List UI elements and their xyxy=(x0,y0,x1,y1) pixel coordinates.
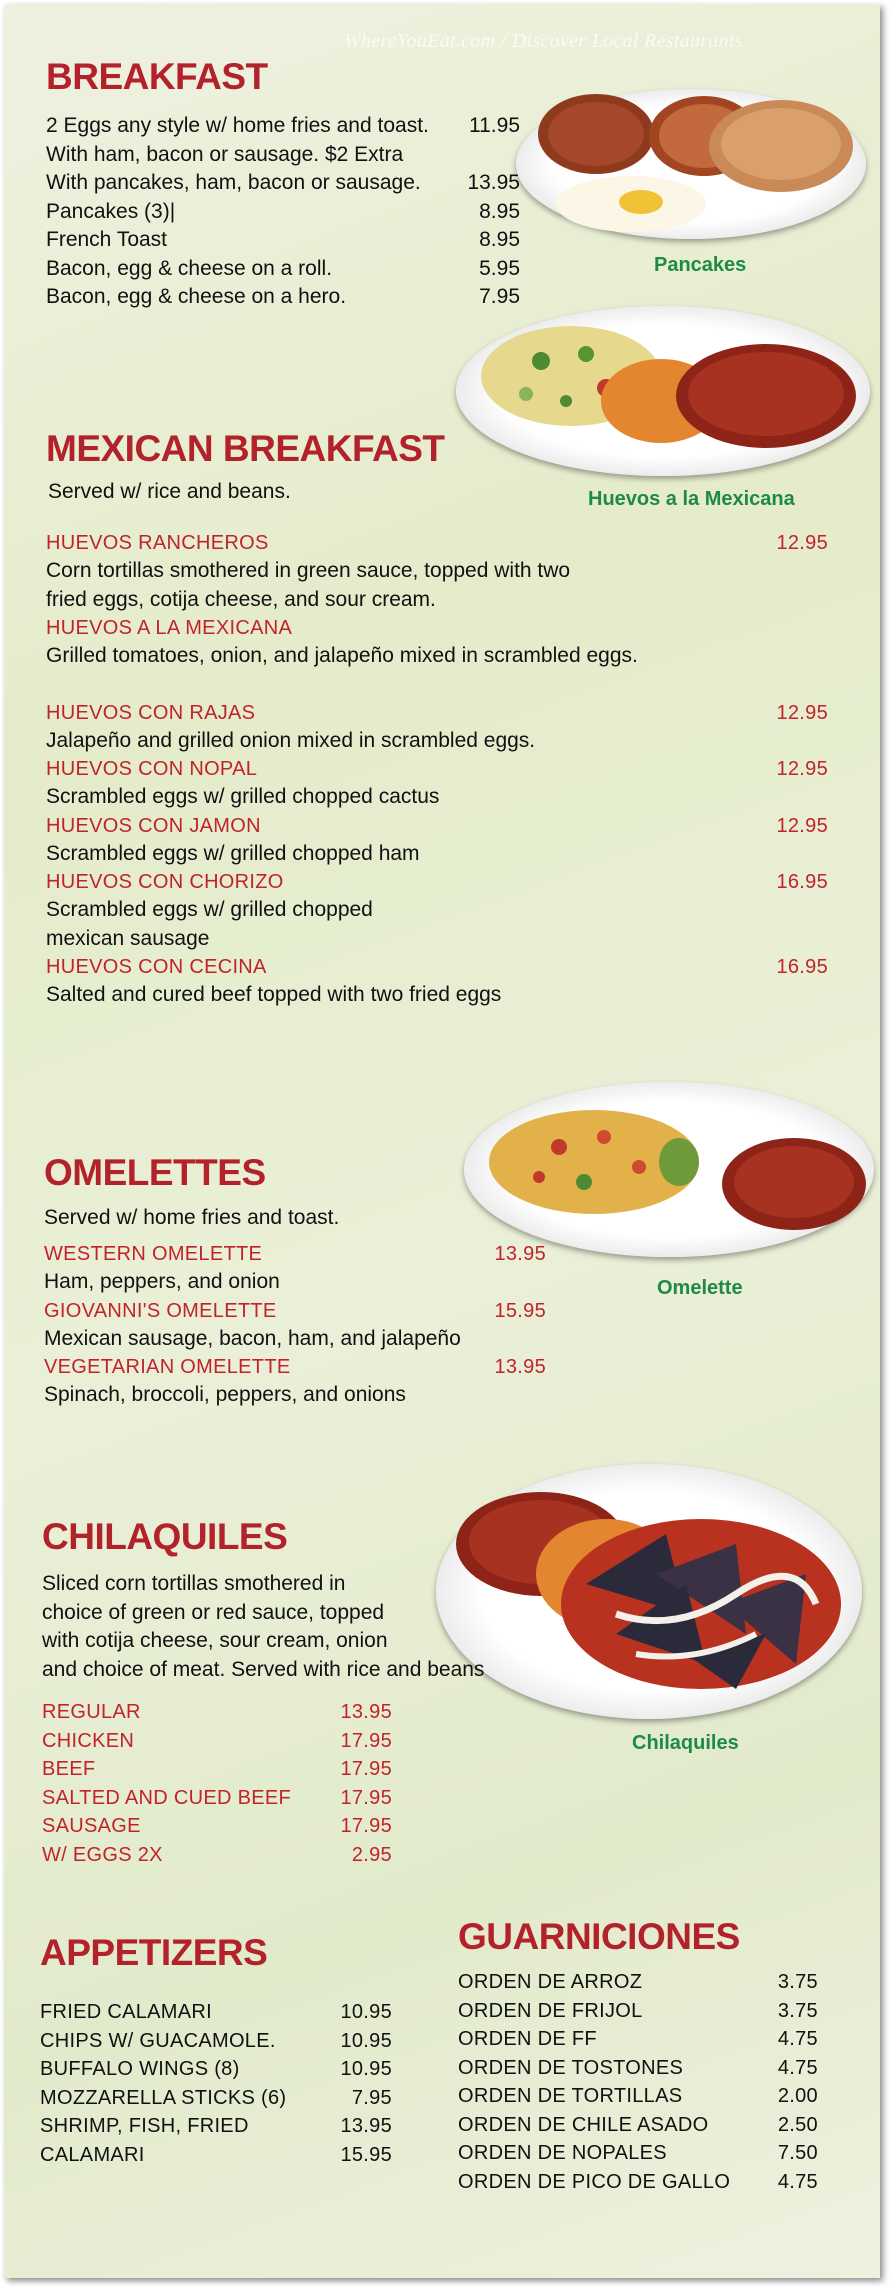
item-description: fried eggs, cotija cheese, and sour cream. xyxy=(46,587,436,611)
item-name: SALTED AND CUED BEEF xyxy=(42,1786,292,1809)
item-description: Spinach, broccoli, peppers, and onions xyxy=(44,1383,406,1406)
price-row xyxy=(42,1698,392,1727)
price-row xyxy=(458,2111,818,2140)
item-price: 13.95 xyxy=(340,1701,392,1723)
breakfast-item xyxy=(46,283,520,312)
chilaquiles-photo xyxy=(436,1464,862,1719)
item-name: ORDEN DE FF xyxy=(458,2028,597,2050)
description-line: with cotija cheese, sour cream, onion xyxy=(42,1629,388,1652)
item-name: GIOVANNI'S OMELETTE xyxy=(44,1299,277,1322)
price-row xyxy=(458,1968,818,1997)
item-price: 17.95 xyxy=(340,1758,392,1780)
item-price: 15.95 xyxy=(340,2143,392,2166)
description-line: choice of green or red sauce, topped xyxy=(42,1600,385,1624)
menu-item xyxy=(46,699,828,756)
item-name: ORDEN DE TOSTONES xyxy=(458,2056,684,2079)
menu-item xyxy=(46,614,828,671)
item-description: Ham, peppers, and onion xyxy=(44,1270,280,1293)
item-price: 7.95 xyxy=(479,285,520,308)
item-price: 17.95 xyxy=(340,1729,392,1752)
price-row xyxy=(458,2082,818,2111)
description-line: Sliced corn tortillas smothered in xyxy=(42,1572,346,1595)
item-name: ORDEN DE NOPALES xyxy=(458,2142,667,2164)
item-description: Scrambled eggs w/ grilled chopped xyxy=(46,898,373,921)
item-description: Mexican sausage, bacon, ham, and jalapeño xyxy=(44,1326,461,1350)
item-name: With ham, bacon or sausage. $2 Extra xyxy=(46,142,404,166)
item-name: HUEVOS CON CECINA xyxy=(46,956,267,978)
breakfast-item xyxy=(46,169,520,198)
menu-page xyxy=(4,4,880,2278)
item-price: 12.95 xyxy=(776,701,828,724)
description-line: and choice of meat. Served with rice and beans xyxy=(42,1657,485,1681)
item-name: Bacon, egg & cheese on a hero. xyxy=(46,285,347,308)
mexican-breakfast-list xyxy=(46,529,828,1010)
item-price: 13.95 xyxy=(340,2115,392,2137)
item-name: French Toast xyxy=(46,228,168,251)
item-price: 4.75 xyxy=(777,2170,818,2193)
price-row xyxy=(40,2084,392,2113)
item-price: 7.95 xyxy=(351,2086,392,2109)
item-name: BEEF xyxy=(42,1758,96,1780)
menu-item xyxy=(46,953,828,1010)
item-description: mexican sausage xyxy=(46,926,210,950)
item-name: HUEVOS CON JAMON xyxy=(46,814,261,837)
item-price: 11.95 xyxy=(469,114,520,137)
item-description: Scrambled eggs w/ grilled chopped cactus xyxy=(46,785,440,808)
item-description: Jalapeño and grilled onion mixed in scrambled eggs. xyxy=(46,728,536,752)
item-price: 16.95 xyxy=(776,956,828,978)
item-price: 2.95 xyxy=(351,1843,392,1866)
breakfast-item xyxy=(46,141,520,170)
item-name: W/ EGGS 2X xyxy=(42,1843,163,1866)
item-price: 3.75 xyxy=(777,1971,818,1993)
item-price: 17.95 xyxy=(340,1786,392,1809)
item-price: 10.95 xyxy=(340,2001,392,2023)
item-name: ORDEN DE TORTILLAS xyxy=(458,2085,683,2107)
item-name: BUFFALO WINGS (8) xyxy=(40,2058,240,2080)
item-price: 17.95 xyxy=(340,1815,392,1837)
guarniciones-title: GUARNICIONES xyxy=(458,1916,740,1957)
item-description: Salted and cured beef topped with two fried eggs xyxy=(46,983,502,1006)
appetizers-list xyxy=(40,1998,392,2169)
mexican-breakfast-subtitle: Served w/ rice and beans. xyxy=(48,480,291,503)
breakfast-title: BREAKFAST xyxy=(46,56,268,97)
item-name: Bacon, egg & cheese on a roll. xyxy=(46,256,333,280)
price-row xyxy=(40,2112,392,2141)
breakfast-item xyxy=(46,255,520,284)
price-row xyxy=(40,2027,392,2056)
price-row xyxy=(42,1812,392,1841)
omelette-photo xyxy=(464,1082,874,1257)
item-price: 10.95 xyxy=(340,2029,392,2052)
huevos-photo xyxy=(456,306,870,476)
item-name: ORDEN DE ARROZ xyxy=(458,1971,643,1993)
pancakes-image xyxy=(516,84,866,244)
item-name: HUEVOS CON CHORIZO xyxy=(46,871,284,893)
menu-item xyxy=(46,812,828,869)
item-name: 2 Eggs any style w/ home fries and toast. xyxy=(46,114,429,137)
omelette-caption: Omelette xyxy=(657,1277,743,1299)
omelettes-list xyxy=(44,1240,546,1410)
item-price: 13.95 xyxy=(494,1356,546,1378)
item-name: HUEVOS A LA MEXICANA xyxy=(46,617,293,639)
item-name: HUEVOS CON RAJAS xyxy=(46,701,256,724)
item-name: SHRIMP, FISH, FRIED xyxy=(40,2115,249,2137)
item-name: MOZZARELLA STICKS (6) xyxy=(40,2086,287,2109)
item-description: Grilled tomatoes, onion, and jalapeño mixed in scrambled eggs. xyxy=(46,644,638,667)
item-name: ORDEN DE CHILE ASADO xyxy=(458,2113,709,2136)
price-row xyxy=(42,1727,392,1756)
price-row xyxy=(40,2055,392,2084)
item-price: 12.95 xyxy=(776,814,828,837)
menu-item xyxy=(46,529,828,614)
menu-item xyxy=(46,755,828,812)
huevos-image xyxy=(456,306,870,476)
menu-item xyxy=(44,1240,546,1297)
menu-item xyxy=(44,1297,546,1354)
chilaquiles-title: CHILAQUILES xyxy=(42,1516,288,1557)
price-row xyxy=(458,1997,818,2026)
pancakes-photo xyxy=(516,84,866,244)
watermark: WhereYouEat.com / Discover Local Restaurants xyxy=(344,30,743,52)
huevos-caption: Huevos a la Mexicana xyxy=(588,488,795,510)
chilaquiles-caption: Chilaquiles xyxy=(632,1732,739,1754)
item-price: 15.95 xyxy=(494,1299,546,1322)
item-price: 2.00 xyxy=(777,2085,818,2107)
item-name: HUEVOS RANCHEROS xyxy=(46,532,269,554)
item-name: FRIED CALAMARI xyxy=(40,2001,213,2023)
omelettes-title: OMELETTES xyxy=(44,1152,266,1193)
item-price: 13.95 xyxy=(494,1243,546,1265)
price-row xyxy=(42,1755,392,1784)
item-price: 2.50 xyxy=(777,2113,818,2136)
item-name: ORDEN DE FRIJOL xyxy=(458,1999,643,2022)
item-description: Scrambled eggs w/ grilled chopped ham xyxy=(46,841,420,865)
omelette-image xyxy=(464,1082,874,1257)
item-price: 10.95 xyxy=(340,2058,392,2080)
appetizers-title: APPETIZERS xyxy=(40,1932,268,1973)
item-name: CHICKEN xyxy=(42,1729,135,1752)
price-row xyxy=(458,2054,818,2083)
price-row xyxy=(42,1841,392,1870)
item-name: HUEVOS CON NOPAL xyxy=(46,758,258,780)
guarniciones-list xyxy=(458,1968,818,2196)
item-price: 12.95 xyxy=(776,758,828,780)
item-price: 4.75 xyxy=(777,2028,818,2050)
item-price: 13.95 xyxy=(467,171,520,194)
chilaquiles-price-list xyxy=(42,1698,392,1869)
pancakes-caption: Pancakes xyxy=(654,254,747,276)
price-row xyxy=(42,1784,392,1813)
menu-item xyxy=(44,1353,546,1410)
breakfast-list xyxy=(46,112,520,312)
breakfast-item xyxy=(46,226,520,255)
item-name: VEGETARIAN OMELETTE xyxy=(44,1356,291,1378)
chilaquiles-description xyxy=(42,1570,484,1684)
price-row xyxy=(458,2139,818,2168)
item-name: CHIPS W/ GUACAMOLE. xyxy=(40,2029,276,2052)
mexican-breakfast-title: MEXICAN BREAKFAST xyxy=(46,428,445,469)
item-name: ORDEN DE PICO DE GALLO xyxy=(458,2170,731,2193)
item-name: With pancakes, ham, bacon or sausage. xyxy=(46,171,421,194)
breakfast-item xyxy=(46,198,520,227)
breakfast-item xyxy=(46,112,520,141)
item-price: 8.95 xyxy=(479,228,520,251)
item-price: 4.75 xyxy=(777,2056,818,2079)
item-name: WESTERN OMELETTE xyxy=(44,1243,263,1265)
price-row xyxy=(458,2025,818,2054)
item-price: 7.50 xyxy=(777,2142,818,2164)
item-name: SAUSAGE xyxy=(42,1815,141,1837)
item-price: 16.95 xyxy=(776,871,828,893)
menu-item xyxy=(46,868,828,953)
price-row xyxy=(40,2141,392,2170)
item-name: Pancakes (3)| xyxy=(46,199,176,223)
price-row xyxy=(40,1998,392,2027)
chilaquiles-image xyxy=(436,1464,862,1719)
item-price: 3.75 xyxy=(777,1999,818,2022)
omelettes-subtitle: Served w/ home fries and toast. xyxy=(44,1206,340,1229)
price-row xyxy=(458,2168,818,2197)
item-price: 5.95 xyxy=(479,256,520,280)
item-description: Corn tortillas smothered in green sauce, topped with two xyxy=(46,559,571,582)
item-name: CALAMARI xyxy=(40,2143,145,2166)
item-name: REGULAR xyxy=(42,1701,141,1723)
item-price: 8.95 xyxy=(479,199,520,223)
item-price: 12.95 xyxy=(776,532,828,554)
